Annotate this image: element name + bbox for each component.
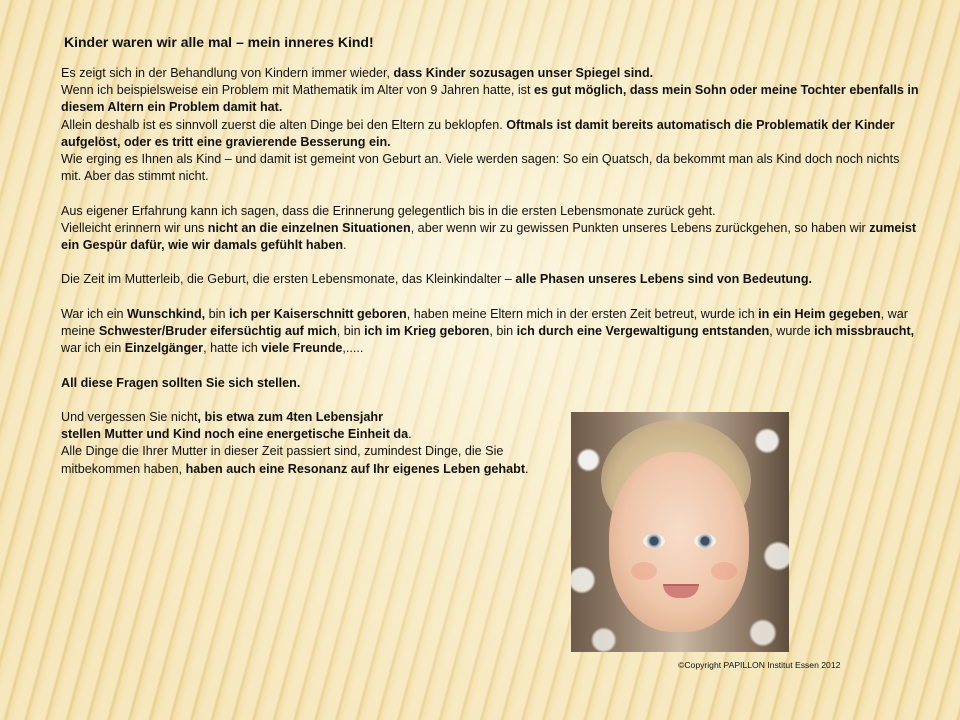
text-run: War ich ein bbox=[61, 306, 128, 321]
text-run: war ich ein bbox=[61, 341, 125, 356]
bold-text-run: Wunschkind, bbox=[127, 306, 206, 321]
body-text bbox=[61, 65, 921, 478]
text-run: , wurde bbox=[769, 324, 815, 338]
text-line bbox=[61, 118, 895, 149]
paragraph bbox=[61, 409, 541, 478]
text-line bbox=[61, 66, 653, 80]
paragraph bbox=[61, 306, 921, 358]
bold-text-run: Oftmals ist damit bereits automatisch die Problematik der Kinder aufgelöst, oder es tritt eine gravierende Besserung ein. bbox=[61, 117, 895, 149]
text-line bbox=[61, 272, 812, 286]
photo-cheek-right bbox=[711, 562, 737, 580]
child-photo bbox=[571, 412, 789, 652]
slide-title: Kinder waren wir alle mal – mein inneres Kind! bbox=[64, 34, 374, 50]
bold-text-run: viele Freunde bbox=[261, 341, 343, 356]
photo-eye-right bbox=[694, 534, 716, 548]
paragraph bbox=[61, 65, 921, 185]
photo-cheek-left bbox=[631, 562, 657, 580]
text-run: Allein deshalb ist es sinnvoll zuerst die alten Dinge bei den Eltern zu beklopfen. bbox=[61, 117, 507, 132]
bold-text-run: dass Kinder sozusagen unser Spiegel sind. bbox=[393, 66, 654, 80]
text-run: Alle Dinge die Ihrer Mutter in dieser Zeit passiert sind, zumindest Dinge, die Sie mitbekommen haben, bbox=[61, 444, 504, 476]
bold-text-run: in ein Heim gegeben bbox=[758, 306, 881, 321]
bold-text-run: ich im Krieg geboren bbox=[364, 324, 490, 338]
bold-text-run: es gut möglich, dass mein Sohn oder meine Tochter ebenfalls in diesem Altern ein Problem damit hat. bbox=[61, 83, 919, 115]
bold-text-run: All diese Fragen sollten Sie sich stellen. bbox=[61, 375, 301, 390]
bold-text-run: Einzelgänger bbox=[124, 341, 204, 356]
paragraph bbox=[61, 271, 921, 288]
text-run: , haben meine Eltern mich in der ersten Zeit betreut, wurde ich bbox=[406, 306, 759, 321]
bold-text-run: Schwester/Bruder eifersüchtig auf mich bbox=[98, 324, 337, 338]
bold-text-run: ich per Kaiserschnitt geboren bbox=[228, 306, 407, 321]
text-run: , hatte ich bbox=[203, 341, 262, 356]
bold-text-run: ich missbraucht, bbox=[814, 324, 915, 338]
photo-eye-left bbox=[643, 534, 665, 548]
text-line bbox=[61, 376, 300, 390]
text-line bbox=[61, 204, 716, 218]
text-line bbox=[61, 221, 916, 252]
text-run: . bbox=[525, 461, 529, 476]
text-line bbox=[61, 152, 899, 183]
bold-text-run: haben auch eine Resonanz auf Ihr eigenes Leben gehabt bbox=[185, 461, 526, 476]
text-run: Vielleicht erinnern wir uns bbox=[61, 220, 208, 235]
photo-face bbox=[609, 452, 749, 632]
text-line bbox=[61, 427, 412, 441]
text-line bbox=[61, 410, 383, 424]
text-run: Es zeigt sich in der Behandlung von Kindern immer wieder, bbox=[61, 66, 394, 80]
bold-text-run: nicht an die einzelnen Situationen bbox=[207, 220, 411, 235]
text-run: Aus eigener Erfahrung kann ich sagen, dass die Erinnerung gelegentlich bis in die ersten Lebensmonate zurück geht. bbox=[61, 203, 716, 218]
text-run: , bin bbox=[489, 324, 517, 338]
paragraph bbox=[61, 203, 921, 255]
bold-text-run: stellen Mutter und Kind noch eine energetische Einheit da bbox=[61, 427, 409, 442]
text-run: Wenn ich beispielsweise ein Problem mit Mathematik im Alter von 9 Jahren hatte, ist bbox=[61, 83, 534, 98]
text-run: , aber wenn wir zu gewissen Punkten unseres Lebens zurückgehen, so haben wir bbox=[410, 220, 870, 235]
paragraph bbox=[61, 375, 921, 392]
text-line bbox=[61, 307, 914, 355]
text-run: ,..... bbox=[342, 341, 364, 356]
bold-text-run: alle Phasen unseres Lebens sind von Bedeutung. bbox=[515, 272, 813, 287]
text-run: bin bbox=[205, 306, 229, 321]
bold-text-run: zumeist ein Gespür dafür, wie wir damals gefühlt haben bbox=[61, 220, 917, 253]
text-run: . bbox=[408, 427, 412, 442]
text-run: , bin bbox=[336, 324, 365, 338]
bold-text-run: ich durch eine Vergewaltigung entstanden bbox=[516, 324, 770, 338]
text-line bbox=[61, 83, 919, 114]
bold-text-run: , bis etwa zum 4ten Lebensjahr bbox=[197, 409, 383, 424]
copyright-notice: ©Copyright PAPILLON Institut Essen 2012 bbox=[678, 660, 841, 670]
text-line bbox=[61, 444, 529, 475]
text-run: Wie erging es Ihnen als Kind – und damit ist gemeint von Geburt an. Viele werden sagen: So ein Quatsch, da bekommt man als Kind doch noch nichts mit. Aber das stimmt nicht. bbox=[61, 152, 900, 184]
text-run: Und vergessen Sie nicht bbox=[61, 409, 198, 424]
text-run: Die Zeit im Mutterleib, die Geburt, die ersten Lebensmonate, das Kleinkindalter – bbox=[61, 272, 516, 287]
text-run: , war meine bbox=[61, 306, 908, 338]
text-run: . bbox=[343, 238, 347, 253]
